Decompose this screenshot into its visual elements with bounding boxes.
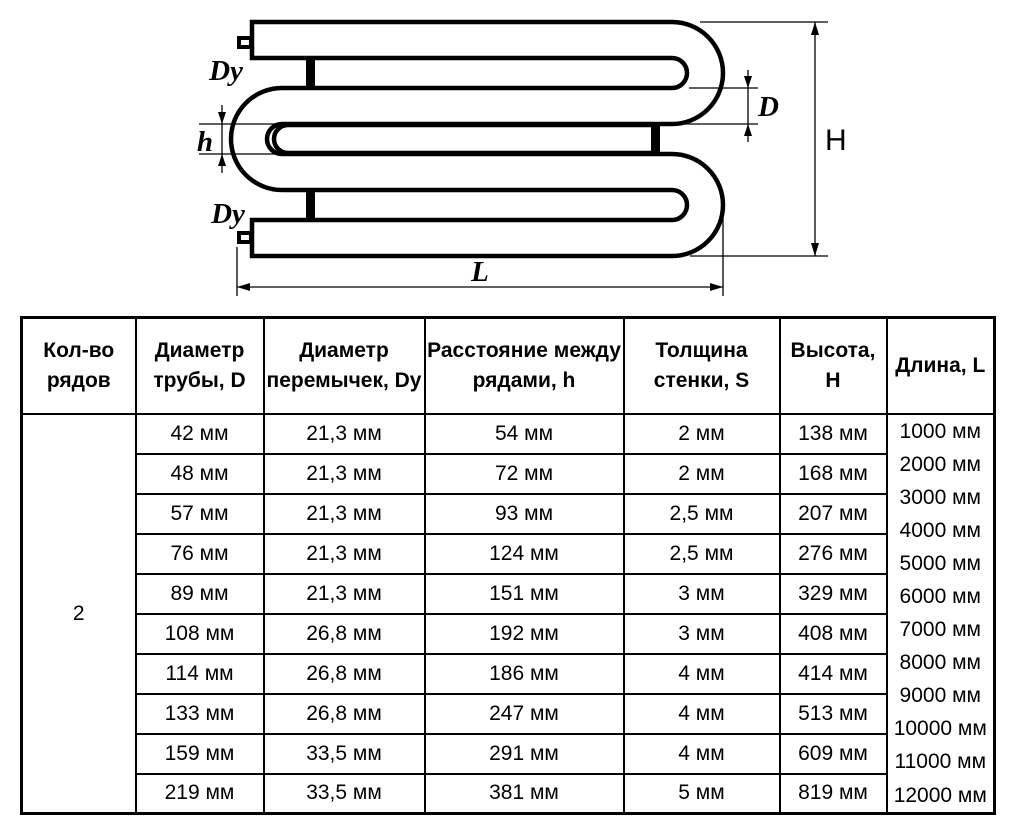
cell-h: 192 мм: [425, 614, 624, 654]
cell-d: 108 мм: [136, 614, 264, 654]
cell-s: 2 мм: [624, 414, 780, 454]
header-row: [22, 318, 995, 415]
cell-h: 186 мм: [425, 654, 624, 694]
table-row: [22, 494, 995, 534]
length-item: 10000 мм: [893, 717, 987, 741]
length-item: 3000 мм: [899, 485, 981, 509]
d-arrow-bottom: [744, 124, 752, 136]
dy-top-label: Dy: [209, 55, 243, 87]
cell-d: 48 мм: [136, 454, 264, 494]
cell-height: 276 мм: [780, 534, 887, 574]
cell-height: 408 мм: [780, 614, 887, 654]
cell-d: 89 мм: [136, 574, 264, 614]
cell-h: 124 мм: [425, 534, 624, 574]
table-row: [22, 734, 995, 774]
col-header-length: [887, 318, 995, 415]
h-dimension-label: h: [196, 126, 213, 158]
cell-s: 3 мм: [624, 614, 780, 654]
cell-dy: 21,3 мм: [264, 494, 425, 534]
table-row: [22, 534, 995, 574]
col-header-row-count: [22, 318, 136, 415]
h-arrow-top: [218, 112, 226, 124]
cell-h: 93 мм: [425, 494, 624, 534]
cell-height: 819 мм: [780, 774, 887, 814]
header-line: Расстояние между: [427, 339, 621, 362]
col-header-pipe-diameter: [136, 318, 264, 415]
cell-d: 57 мм: [136, 494, 264, 534]
table-row: [22, 694, 995, 734]
length-item: 4000 мм: [899, 518, 981, 542]
table-row: [22, 574, 995, 614]
col-header-height: [780, 318, 887, 415]
table-row: [22, 614, 995, 654]
cell-height: 414 мм: [780, 654, 887, 694]
cell-height: 207 мм: [780, 494, 887, 534]
header-line: Высота, H: [790, 339, 876, 392]
row-count-cell: 2: [22, 414, 136, 814]
length-item: 11000 мм: [894, 750, 987, 774]
cell-d: 133 мм: [136, 694, 264, 734]
inlet-stub-top: [239, 38, 251, 47]
cell-dy: 26,8 мм: [264, 614, 425, 654]
cell-dy: 21,3 мм: [264, 414, 425, 454]
length-item: 2000 мм: [899, 452, 981, 476]
cell-height: 329 мм: [780, 574, 887, 614]
cell-d: 219 мм: [136, 774, 264, 814]
dimension-height: [690, 22, 828, 256]
cell-dy: 21,3 мм: [264, 454, 425, 494]
register-drawing: [0, 0, 1012, 312]
cell-d: 114 мм: [136, 654, 264, 694]
cell-height: 513 мм: [780, 694, 887, 734]
jumper-bar-top-left: [306, 56, 315, 90]
length-item: 7000 мм: [899, 618, 981, 642]
cell-h: 72 мм: [425, 454, 624, 494]
cell-dy: 26,8 мм: [264, 694, 425, 734]
height-arrow-bottom: [811, 243, 819, 256]
length-item: 1000 мм: [899, 419, 981, 443]
length-dimension-label: L: [471, 256, 489, 288]
header-line: Толщина: [655, 339, 748, 362]
header-line: Диаметр: [299, 339, 389, 362]
col-header-jumper-diameter: [264, 318, 425, 415]
dy-bottom-label: Dy: [211, 198, 245, 230]
header-line: Кол-во: [43, 339, 115, 362]
header-line: Диаметр: [154, 339, 245, 362]
cell-s: 5 мм: [624, 774, 780, 814]
header-line: трубы, D: [153, 369, 246, 392]
cell-dy: 33,5 мм: [264, 734, 425, 774]
cell-height: 609 мм: [780, 734, 887, 774]
height-arrow-top: [811, 22, 819, 35]
table-row: [22, 654, 995, 694]
spec-table-header: [22, 318, 995, 415]
length-item: 12000 мм: [893, 783, 987, 807]
table-row: [22, 414, 995, 454]
height-dimension-label: H: [825, 124, 847, 157]
cell-s: 2,5 мм: [624, 494, 780, 534]
header-line: рядов: [46, 369, 111, 392]
col-header-row-spacing: [425, 318, 624, 415]
cell-height: 168 мм: [780, 454, 887, 494]
spec-table: [20, 316, 996, 815]
cell-dy: 26,8 мм: [264, 654, 425, 694]
cell-h: 291 мм: [425, 734, 624, 774]
cell-s: 3 мм: [624, 574, 780, 614]
cell-h: 247 мм: [425, 694, 624, 734]
h-arrow-bottom: [218, 154, 226, 166]
cell-dy: 33,5 мм: [264, 774, 425, 814]
length-item: 8000 мм: [899, 651, 981, 675]
pipe-outline: [231, 22, 723, 256]
d-arrow-top: [744, 76, 752, 88]
cell-h: 381 мм: [425, 774, 624, 814]
d-dimension-label: D: [758, 91, 779, 123]
lengths-cell: [887, 414, 995, 814]
header-line: рядами, h: [472, 369, 576, 392]
col-header-wall-thickness: [624, 318, 780, 415]
table-row: [22, 774, 995, 814]
cell-h: 151 мм: [425, 574, 624, 614]
cell-d: 159 мм: [136, 734, 264, 774]
cell-h: 54 мм: [425, 414, 624, 454]
spec-table-body: [22, 414, 995, 814]
jumper-bar-bottom-left: [306, 188, 315, 222]
length-item: 9000 мм: [899, 684, 981, 708]
length-item: 5000 мм: [899, 551, 981, 575]
cell-s: 4 мм: [624, 734, 780, 774]
cell-s: 2 мм: [624, 454, 780, 494]
jumper-bar-middle-right: [651, 122, 660, 156]
table-row: [22, 454, 995, 494]
cell-dy: 21,3 мм: [264, 574, 425, 614]
cell-d: 76 мм: [136, 534, 264, 574]
cell-dy: 21,3 мм: [264, 534, 425, 574]
cell-height: 138 мм: [780, 414, 887, 454]
length-arrow-left: [237, 283, 250, 291]
length-item: 6000 мм: [899, 585, 981, 609]
header-line: Длина, L: [895, 354, 986, 377]
cell-d: 42 мм: [136, 414, 264, 454]
cell-s: 4 мм: [624, 654, 780, 694]
outlet-stub-bottom: [239, 233, 251, 242]
length-arrow-right: [710, 283, 723, 291]
middle-pipe-outline: [274, 125, 653, 153]
cell-s: 2,5 мм: [624, 534, 780, 574]
header-line: стенки, S: [653, 369, 750, 392]
cell-s: 4 мм: [624, 694, 780, 734]
header-line: перемычек, Dy: [266, 369, 422, 392]
